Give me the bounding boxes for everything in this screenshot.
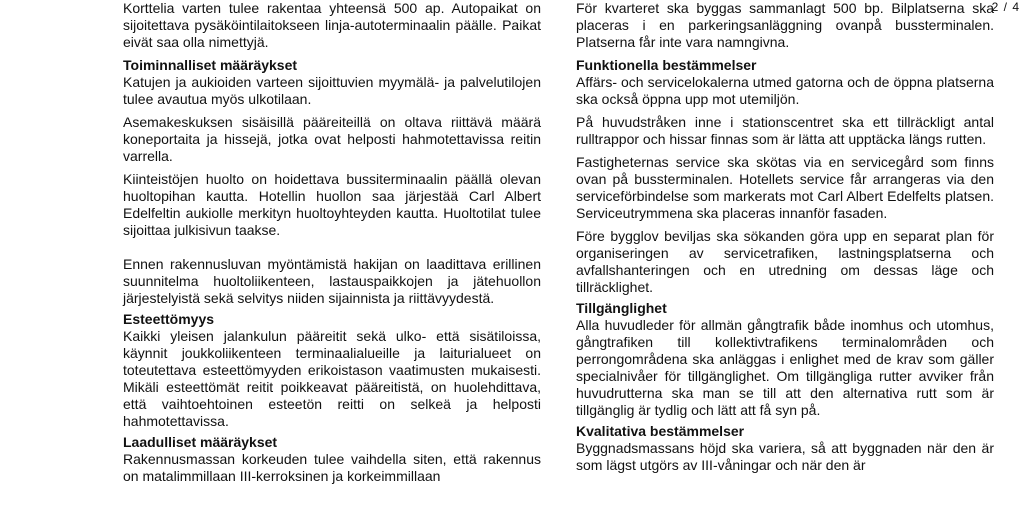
page-number: 2 / 4 — [991, 0, 1020, 14]
paragraph-text: Kaikki yleisen jalankulun pääreitit sekä ulko- että sisätiloissa, käynnit joukkoliikenteen terminaalialueille ja laiturialueet on toteutettava esteettömyyden erikoistason vaatimusten mukaisesti. Mikäli esteettömät reitit poikkeavat pääreitistä, on huolehdittava, että vaihtoehtoinen esteetön reitti on selkeä ja helposti hahmotettavissa. — [123, 328, 541, 429]
section-heading: Laadulliset määräykset — [123, 434, 278, 450]
sv-maintenance-paragraph — [576, 154, 994, 222]
sv-escalators-paragraph — [576, 114, 994, 148]
section-heading: Toiminnalliset määräykset — [123, 57, 298, 73]
paragraph-text: Affärs- och servicelokalerna utmed gatorna och de öppna platserna ska också öppna upp mot utemiljön. — [576, 74, 994, 107]
paragraph-text: Kiinteistöjen huolto on hoidettava bussiterminaalin päällä olevan huoltopihan kautta. Hotellin huollon saa järjestää Carl Albert Edelfeltin aukiolle merkityn huoltoyhteyden kautta. Huoltotilat tulee sijoittaa julkisivun taakse. — [123, 171, 541, 238]
paragraph-text: Asemakeskuksen sisäisillä pääreiteillä on oltava riittävä määrä koneportaita ja hissejä, jotka ovat helposti hahmotettavissa reitin varrella. — [123, 114, 541, 164]
sv-accessibility-section — [576, 300, 994, 419]
sv-functional-section — [576, 57, 994, 108]
paragraph-text: Fastigheternas service ska skötas via en servicegård som finns ovan på bussterminalen. Hotellets service får arrangeras via den serviceförbindelse som markerats mot Carl Albert Edelfelts platsen. Serviceutrymmena ska placeras innanför fasaden. — [576, 154, 994, 221]
fi-maintenance-paragraph — [123, 171, 541, 239]
paragraph-text: Ennen rakennusluvan myöntämistä hakijan on laadittava erillinen suunnitelma huoltoliikenteen, lastauspaikkojen ja jätehuollon järjestelyistä sekä selvitys niiden sijainnista ja riittävyydestä. — [123, 256, 541, 306]
paragraph-text: Före bygglov beviljas ska sökanden göra upp en separat plan för organiseringen av servicetrafiken, lastningsplatserna och avfallshanteringen och en utredning om dessas läge och tillräcklighet. — [576, 228, 994, 295]
sv-quality-section — [576, 423, 994, 474]
section-heading: Kvalitativa bestämmelser — [576, 423, 745, 439]
paragraph-text: För kvarteret ska byggas sammanlagt 500 bp. Bilplatserna ska placeras i en parkeringsanläggning ovanpå bussterminalen. Platserna får inte vara namngivna. — [576, 0, 994, 50]
paragraph-text: Byggnadsmassans höjd ska variera, så att byggnaden när den är som lägst utgörs av III-våningar och när den är — [576, 440, 994, 473]
swedish-column — [576, 0, 994, 474]
paragraph-text: Katujen ja aukioiden varteen sijoittuvien myymälä- ja palvelutilojen tulee avautua myös ulkotilaan. — [123, 74, 541, 107]
section-heading: Funktionella bestämmelser — [576, 57, 757, 73]
sv-service-plan-paragraph — [576, 228, 994, 296]
fi-quality-section — [123, 434, 541, 485]
paragraph-text: Alla huvudleder för allmän gångtrafik både inomhus och utomhus, gångtrafiken till kollektivtrafikens terminalområden och perrongområdena ska anläggas i enlighet med de krav som gäller specialnivåer för tillgänglighet. Om tillgängliga rutter avviker från huvudrutterna ska man se till att den alternativa rutt som är tillgänglig är tydlig och lätt att få syn på. — [576, 317, 994, 418]
paragraph-text: Rakennusmassan korkeuden tulee vaihdella siten, että rakennus on matalimmillaan III-kerroksinen ja korkeimmillaan — [123, 451, 541, 484]
sv-parking-paragraph — [576, 0, 994, 51]
finnish-column — [123, 0, 541, 485]
fi-functional-section — [123, 57, 541, 108]
fi-escalators-paragraph — [123, 114, 541, 165]
fi-parking-paragraph — [123, 0, 541, 51]
fi-service-plan-paragraph — [123, 256, 541, 307]
section-heading: Tillgänglighet — [576, 300, 667, 316]
paragraph-text: Korttelia varten tulee rakentaa yhteensä 500 ap. Autopaikat on sijoitettava pysäköintilaitokseen linja-autoterminaalin päälle. Paikat eivät saa olla nimettyjä. — [123, 0, 541, 50]
section-heading: Esteettömyys — [123, 311, 215, 327]
fi-accessibility-section — [123, 311, 541, 430]
paragraph-text: På huvudstråken inne i stationscentret ska ett tillräckligt antal rulltrappor och hissar finnas som är lätta att upptäcka längs rutten. — [576, 114, 994, 147]
